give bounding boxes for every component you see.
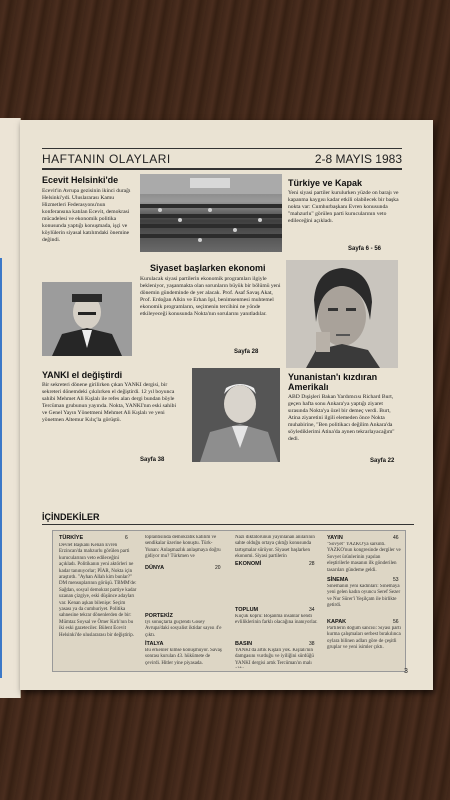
- table-of-contents: [42, 512, 414, 672]
- story-page-yunanistan: Sayfa 22: [370, 458, 395, 464]
- toc-box: [52, 530, 406, 672]
- toc-section-number: 34: [309, 607, 315, 613]
- story-title-ekonomi: Siyaset başlarken ekonomi: [150, 263, 266, 273]
- toc-rule: [42, 524, 414, 525]
- toc-section-text: toplantısında demokratik katılım ve sendikalar üzerine konuştu. Türk-Yunan: Anlaşmazlık anlaşmaya doğru gidiyor mu? Türkmen ve: [145, 535, 221, 560]
- toc-section-number: 46: [393, 535, 399, 541]
- photo-mehmet-ali-kislali: [192, 368, 280, 462]
- magazine-page: [20, 120, 433, 690]
- toc-section-name: DÜNYA: [145, 565, 165, 571]
- toc-section-number: 38: [309, 641, 315, 647]
- toc-section-number: 28: [309, 561, 315, 567]
- story-body-ekonomi: Kurulacak siyasi partilerin ekonomik programları ilgiyle bekleniyor, yaşanmakta olan sorunların büyük bir bölümü yeni dönemin gündeminde de yer alacak. Prof. Asaf Savaş Akat, Prof. Erdoğan Alkin ve Erhan Işıl, benimsenmesi muhtemel ekonomik programların, seçimenin tercihini ne yönde etkileyeceği konusunda Nokta'nın sorularını yanıtladılar.: [140, 276, 281, 317]
- photo-richard-burt: [286, 260, 398, 368]
- toc-title: İÇİNDEKİLER: [42, 512, 100, 522]
- page-number: 3: [404, 668, 408, 675]
- toc-section-name: TOPLUM: [235, 607, 259, 613]
- toc-section-text: Nazi diktatörünün yayınlanan anılarının sahte olduğu ortaya çıktığı konusunda tartışmalar sürüyor. Siyaset başlarken ekonomi. Siyasi partilerin: [235, 535, 315, 559]
- story-body-yanki: Bir sekreteri dönene girilirken çıkan YANKI dergisi, bir sekreteri dönemdeki çıkılırken el değiştirdi. 12 yıl boyunca sahibi Mehmet Ali Kışlalı ile refes alan dergi bundan böyle Tercüman grubunun yayında. Nokta, YANKI'nın eski sahibi ve Genel Yayın Yönetmeni Mehmet Ali Kışlalı ve yeni yönetmen Altemur Kılıç'la görüştü.: [42, 382, 177, 423]
- header-top-rule: [42, 148, 402, 149]
- toc-section-number: 56: [393, 619, 399, 625]
- toc-section-text: "Sovyet" YAZKO'ya sarsıntı. YAZKO'nun kongresinde dergiler ve Sovyet ürünlerinin yapılan eleştirilerle masanın ilk gönderilen tasarıları gündeme geldi.: [327, 542, 401, 573]
- story-body-kapak: Yeni siyasi partiler kurulurken yüzde on barajı ve kapanma kaygısı kadar etkili olabilecek bir başka nokta var: Cumhurbaşkanı Evren konusunda "mahzurlu" görülen parti kurucularının veto edileceğini açıkladı.: [288, 190, 399, 224]
- story-body-yunanistan: ABD Dışişleri Bakan Yardımcısı Richard Burt, geçen hafta sonu Ankara'ya yaptığı ziyaret sırasında Nokta'ya özel bir demeç verdi. Burt, Atina ziyaretini ilgili elemeden önce Nokta muhabirine, "Ben politikacı değilim Ankara'da söylediklerimi Atina'da aynen tekrarlayacağım" dedi.: [288, 394, 395, 442]
- previous-page-blue-strip: [0, 258, 2, 678]
- story-title-kapak: Türkiye ve Kapak: [288, 178, 363, 188]
- toc-section-name: YAYIN: [327, 535, 343, 541]
- section-title: HAFTANIN OLAYLARI: [42, 152, 171, 166]
- toc-section-name: İTALYA: [145, 641, 164, 647]
- photo-conference-hall: [140, 174, 282, 252]
- toc-section-number: 6: [125, 535, 128, 541]
- toc-section-name: PORTEKİZ: [145, 613, 173, 619]
- toc-section-number: 53: [393, 577, 399, 583]
- toc-section-text: Sinemanın yeni kadınları: Sinemaya yeni gelen kadın oyuncu Seref Sezer ve Nur Sürer'i Yeşilçam ile birlikte getirdi.: [327, 584, 401, 609]
- page-header: [42, 150, 402, 168]
- story-page-ekonomi: Sayfa 28: [234, 349, 259, 355]
- toc-section-text: Partilerin doğum sancısı: Siyasi parti kurma çalışmaları serbest bırakılınca oylara bilinen adları göre de çeşitli gruplar ve yeni isimler çıktı.: [327, 626, 401, 651]
- story-page-kapak: Sayfa 6 - 56: [348, 246, 382, 252]
- toc-section-name: KAPAK: [327, 619, 347, 625]
- toc-section-text: İyi sonuçlarla güçlendi Gösey Avrupa'daki sosyalist iktidar sayısı 4'e çıktı.: [145, 620, 222, 638]
- story-body-ecevit: Ecevit'in Avrupa gezisinin ikinci durağı Helsinki'ydi. Uluslararası Kamu Hizmetleri Federasyonu'nun konferansına katılan Ecevit, demokrasi mücadelesi ve ekonomik politika konusunda yaptığı konuşmada, işçi ve köylülerin siyasal katılımdaki önemine değindi.: [42, 188, 131, 243]
- story-page-yanki: Sayfa 38: [140, 457, 165, 463]
- photo-ecevit-portrait: [42, 282, 132, 356]
- toc-section-name: BASIN: [235, 641, 253, 647]
- toc-section-text: Küçük köprü: Boşanma insanlar kendi evliliklerinin farklı olacağına inanıyorlar.: [235, 614, 318, 626]
- issue-date: 2-8 MAYIS 1983: [314, 152, 402, 166]
- toc-section-text: Devlet Başkanı Kenan Evren Erzincan'da mahzurlu görülen parti kurucularının veto edileceğini açıkladı. Politikanın yeni aktörleri ne kadar tanınıyorlar; PİAR, Nokta için araştırdı. "Ayhan Allah kim bunlar?" DM mensuplarının görüşü. TBMM'de: Sağdan, sosyal demokrat partiye kadar uzanan çizgiye, eski düşünce adayları var. Kenan aşkan bilenişe: Seçim yasası ya da cumhuriyet. Politika sahnesine tekrar dönenlerden de bir: Mümtaz Soysal ve Ömer Kırlı'nın bu iki eski gazeteciler. Bülent Ecevit Helsinki'de uluslararası bir değiştirip.: [59, 543, 137, 638]
- header-bottom-rule: [42, 168, 402, 170]
- story-title-yanki: YANKI el değiştirdi: [42, 370, 123, 380]
- toc-section-name: EKONOMİ: [235, 561, 262, 567]
- story-title-ecevit: Ecevit Helsinki'de: [42, 175, 119, 185]
- toc-section-name: TÜRKİYE: [59, 535, 84, 541]
- toc-section-text: Bu erkenler kimse konuşmuyor. Savaş sonrası kurulan 43. hükümete de çevirdi. Hitler yine piyasada.: [145, 648, 222, 666]
- story-title-yunanistan: Yunanistan'ı kızdıran Amerikalı: [288, 372, 378, 392]
- toc-section-number: 20: [215, 565, 221, 571]
- toc-section-text: YANKI'da artık Kışlalı yok. Kışlalı'nın damgasını vurduğu ve iyiliğini sürdüğü YANKI dergisi artık Tercüman'ın malı: [235, 648, 314, 666]
- previous-page-edge: [0, 118, 21, 698]
- toc-section-name: SİNEMA: [327, 577, 349, 583]
